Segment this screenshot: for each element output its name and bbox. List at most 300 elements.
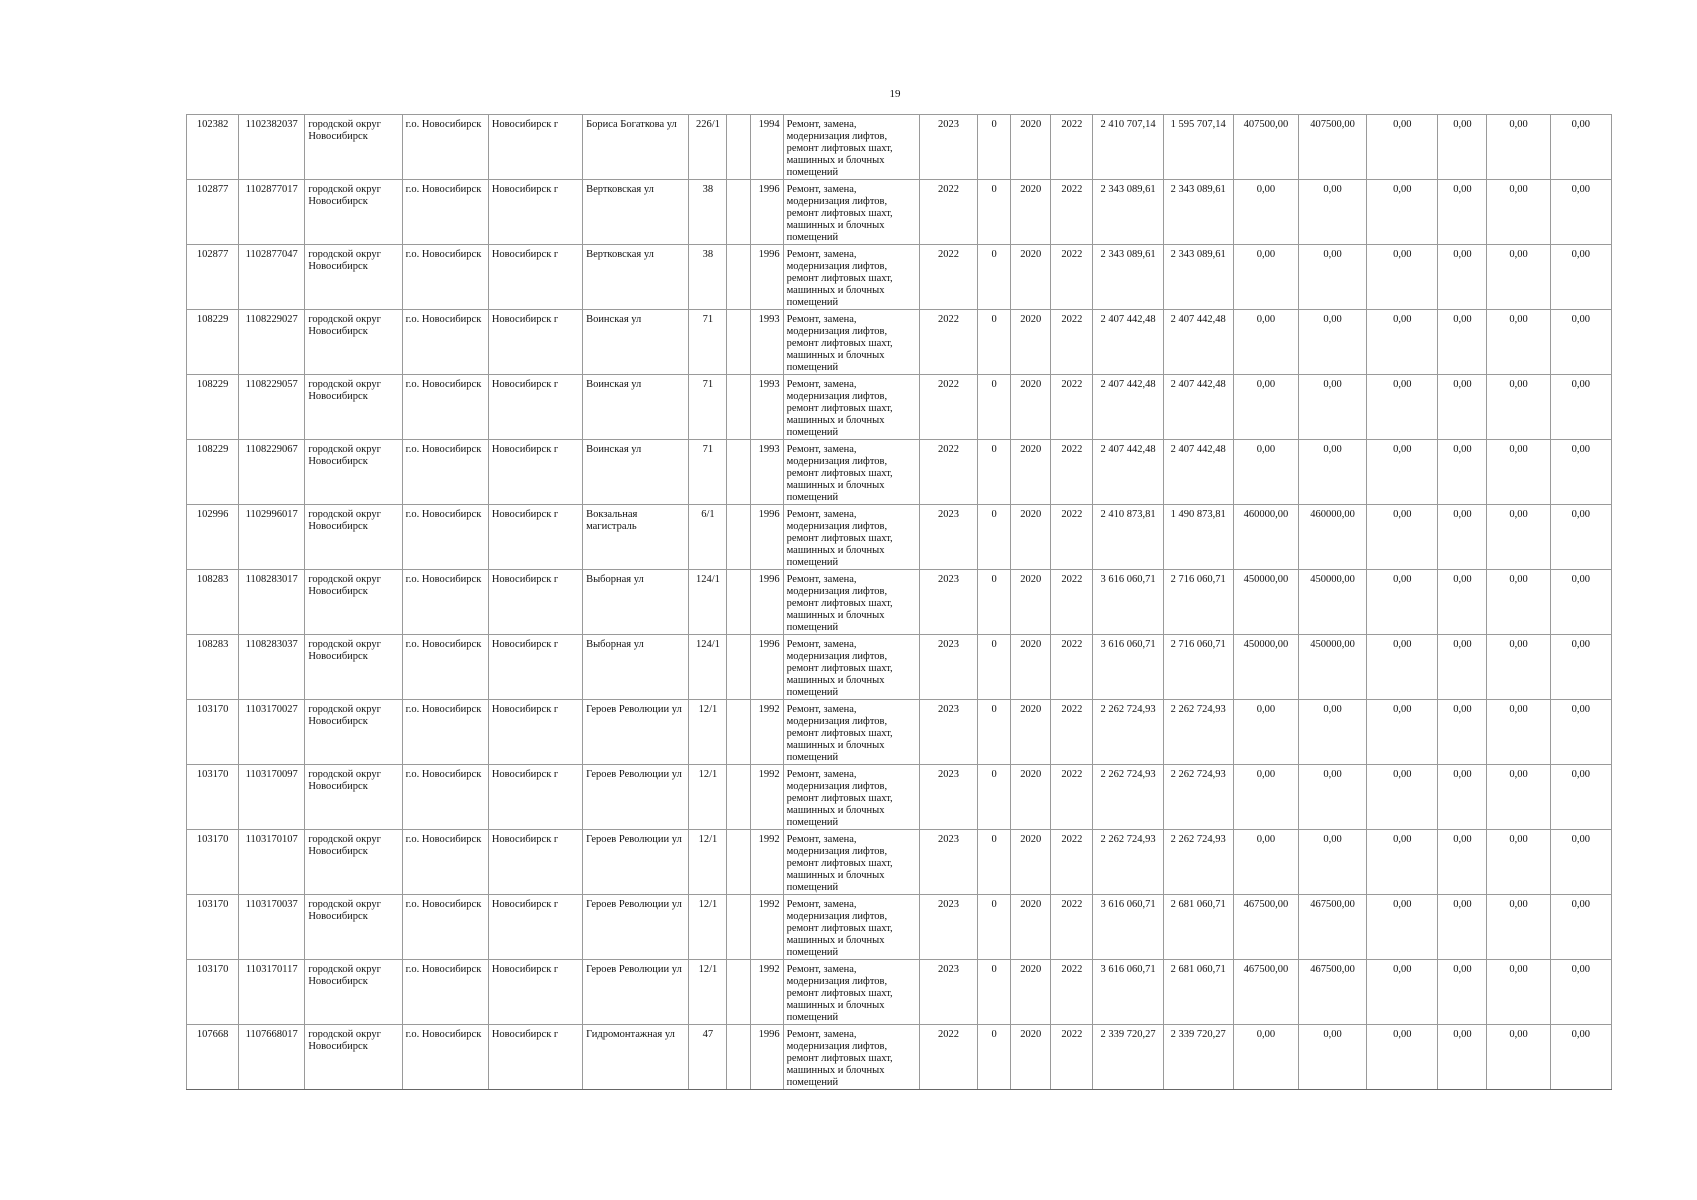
municipality-cell: городской округ Новосибирск — [305, 375, 402, 440]
street-cell: Выборная ул — [583, 570, 689, 635]
cost-c-cell: 0,00 — [1298, 1025, 1366, 1090]
cost-f-cell: 0,00 — [1487, 115, 1550, 180]
element-code-cell: 1108283037 — [239, 635, 305, 700]
plan-year-cell: 2023 — [919, 830, 977, 895]
flag-cell: 0 — [978, 960, 1011, 1025]
building-cell — [727, 700, 750, 765]
municipality-cell: городской округ Новосибирск — [305, 765, 402, 830]
municipality-cell: городской округ Новосибирск — [305, 570, 402, 635]
year-from-cell: 2020 — [1011, 180, 1051, 245]
object-id-cell: 102877 — [187, 245, 239, 310]
work-type-cell: Ремонт, замена, модернизация лифтов, ремонт лифтовых шахт, машинных и блочных помещений — [783, 765, 919, 830]
object-id-cell: 102382 — [187, 115, 239, 180]
year-to-cell: 2022 — [1051, 700, 1093, 765]
cost-c-cell: 0,00 — [1298, 245, 1366, 310]
year-to-cell: 2022 — [1051, 115, 1093, 180]
year-from-cell: 2020 — [1011, 1025, 1051, 1090]
year-built-cell: 1993 — [750, 440, 783, 505]
municipality-cell: городской округ Новосибирск — [305, 895, 402, 960]
cost-b-cell: 0,00 — [1233, 830, 1298, 895]
cost-e-cell: 0,00 — [1438, 895, 1487, 960]
municipality-cell: городской округ Новосибирск — [305, 245, 402, 310]
cost-b-cell: 0,00 — [1233, 245, 1298, 310]
work-type-cell: Ремонт, замена, модернизация лифтов, ремонт лифтовых шахт, машинных и блочных помещений — [783, 440, 919, 505]
year-from-cell: 2020 — [1011, 830, 1051, 895]
year-built-cell: 1996 — [750, 180, 783, 245]
table-row — [187, 310, 1612, 375]
plan-year-cell: 2022 — [919, 1025, 977, 1090]
municipality-cell: городской округ Новосибирск — [305, 180, 402, 245]
cost-e-cell: 0,00 — [1438, 700, 1487, 765]
cost-b-cell: 467500,00 — [1233, 960, 1298, 1025]
cost-d-cell: 0,00 — [1367, 830, 1438, 895]
cost-c-cell: 0,00 — [1298, 310, 1366, 375]
element-code-cell: 1103170107 — [239, 830, 305, 895]
street-cell: Героев Революции ул — [583, 765, 689, 830]
street-cell: Воинская ул — [583, 375, 689, 440]
cost-g-cell: 0,00 — [1550, 115, 1611, 180]
plan-year-cell: 2023 — [919, 960, 977, 1025]
year-to-cell: 2022 — [1051, 375, 1093, 440]
plan-year-cell: 2022 — [919, 180, 977, 245]
cost-e-cell: 0,00 — [1438, 180, 1487, 245]
building-cell — [727, 180, 750, 245]
cost-a-cell: 2 681 060,71 — [1163, 895, 1233, 960]
locality-cell: Новосибирск г — [488, 635, 582, 700]
work-type-cell: Ремонт, замена, модернизация лифтов, ремонт лифтовых шахт, машинных и блочных помещений — [783, 960, 919, 1025]
cost-b-cell: 0,00 — [1233, 765, 1298, 830]
flag-cell: 0 — [978, 115, 1011, 180]
table-row — [187, 635, 1612, 700]
year-from-cell: 2020 — [1011, 375, 1051, 440]
plan-year-cell: 2023 — [919, 570, 977, 635]
cost-g-cell: 0,00 — [1550, 765, 1611, 830]
year-built-cell: 1993 — [750, 375, 783, 440]
table-row — [187, 440, 1612, 505]
cost-e-cell: 0,00 — [1438, 570, 1487, 635]
flag-cell: 0 — [978, 245, 1011, 310]
work-type-cell: Ремонт, замена, модернизация лифтов, ремонт лифтовых шахт, машинных и блочных помещений — [783, 1025, 919, 1090]
cost-e-cell: 0,00 — [1438, 960, 1487, 1025]
district-cell: г.о. Новосибирск — [402, 115, 488, 180]
cost-f-cell: 0,00 — [1487, 570, 1550, 635]
cost-a-cell: 1 595 707,14 — [1163, 115, 1233, 180]
cost-a-cell: 2 716 060,71 — [1163, 570, 1233, 635]
year-to-cell: 2022 — [1051, 635, 1093, 700]
cost-c-cell: 467500,00 — [1298, 895, 1366, 960]
work-type-cell: Ремонт, замена, модернизация лифтов, ремонт лифтовых шахт, машинных и блочных помещений — [783, 115, 919, 180]
cost-c-cell: 0,00 — [1298, 375, 1366, 440]
house-number-cell: 38 — [689, 180, 727, 245]
table-row — [187, 115, 1612, 180]
element-code-cell: 1102382037 — [239, 115, 305, 180]
cost-f-cell: 0,00 — [1487, 310, 1550, 375]
plan-year-cell: 2022 — [919, 310, 977, 375]
plan-year-cell: 2023 — [919, 895, 977, 960]
year-from-cell: 2020 — [1011, 960, 1051, 1025]
cost-a-cell: 2 407 442,48 — [1163, 440, 1233, 505]
flag-cell: 0 — [978, 1025, 1011, 1090]
cost-b-cell: 450000,00 — [1233, 570, 1298, 635]
house-number-cell: 12/1 — [689, 895, 727, 960]
cost-c-cell: 0,00 — [1298, 830, 1366, 895]
year-built-cell: 1996 — [750, 505, 783, 570]
year-built-cell: 1994 — [750, 115, 783, 180]
cost-d-cell: 0,00 — [1367, 440, 1438, 505]
cost-e-cell: 0,00 — [1438, 505, 1487, 570]
total-cost-cell: 2 262 724,93 — [1093, 765, 1163, 830]
cost-d-cell: 0,00 — [1367, 570, 1438, 635]
house-number-cell: 38 — [689, 245, 727, 310]
total-cost-cell: 3 616 060,71 — [1093, 635, 1163, 700]
district-cell: г.о. Новосибирск — [402, 375, 488, 440]
building-cell — [727, 635, 750, 700]
table-row — [187, 375, 1612, 440]
year-to-cell: 2022 — [1051, 310, 1093, 375]
cost-d-cell: 0,00 — [1367, 895, 1438, 960]
object-id-cell: 102996 — [187, 505, 239, 570]
element-code-cell: 1103170097 — [239, 765, 305, 830]
municipality-cell: городской округ Новосибирск — [305, 830, 402, 895]
object-id-cell: 108283 — [187, 570, 239, 635]
object-id-cell: 103170 — [187, 895, 239, 960]
street-cell: Героев Революции ул — [583, 700, 689, 765]
building-cell — [727, 895, 750, 960]
year-built-cell: 1996 — [750, 1025, 783, 1090]
plan-year-cell: 2023 — [919, 765, 977, 830]
district-cell: г.о. Новосибирск — [402, 180, 488, 245]
cost-e-cell: 0,00 — [1438, 115, 1487, 180]
object-id-cell: 103170 — [187, 960, 239, 1025]
element-code-cell: 1108283017 — [239, 570, 305, 635]
cost-a-cell: 2 343 089,61 — [1163, 180, 1233, 245]
work-type-cell: Ремонт, замена, модернизация лифтов, ремонт лифтовых шахт, машинных и блочных помещений — [783, 245, 919, 310]
flag-cell: 0 — [978, 635, 1011, 700]
cost-c-cell: 450000,00 — [1298, 635, 1366, 700]
cost-f-cell: 0,00 — [1487, 180, 1550, 245]
flag-cell: 0 — [978, 440, 1011, 505]
house-number-cell: 124/1 — [689, 570, 727, 635]
locality-cell: Новосибирск г — [488, 570, 582, 635]
object-id-cell: 108283 — [187, 635, 239, 700]
municipality-cell: городской округ Новосибирск — [305, 700, 402, 765]
year-from-cell: 2020 — [1011, 115, 1051, 180]
element-code-cell: 1102877047 — [239, 245, 305, 310]
work-type-cell: Ремонт, замена, модернизация лифтов, ремонт лифтовых шахт, машинных и блочных помещений — [783, 375, 919, 440]
element-code-cell: 1108229027 — [239, 310, 305, 375]
object-id-cell: 102877 — [187, 180, 239, 245]
district-cell: г.о. Новосибирск — [402, 245, 488, 310]
street-cell: Гидромонтажная ул — [583, 1025, 689, 1090]
table-row — [187, 765, 1612, 830]
flag-cell: 0 — [978, 375, 1011, 440]
cost-d-cell: 0,00 — [1367, 1025, 1438, 1090]
building-cell — [727, 1025, 750, 1090]
cost-g-cell: 0,00 — [1550, 505, 1611, 570]
cost-c-cell: 0,00 — [1298, 700, 1366, 765]
locality-cell: Новосибирск г — [488, 700, 582, 765]
year-to-cell: 2022 — [1051, 180, 1093, 245]
cost-g-cell: 0,00 — [1550, 635, 1611, 700]
year-to-cell: 2022 — [1051, 1025, 1093, 1090]
house-number-cell: 47 — [689, 1025, 727, 1090]
cost-g-cell: 0,00 — [1550, 440, 1611, 505]
street-cell: Вертковская ул — [583, 245, 689, 310]
house-number-cell: 6/1 — [689, 505, 727, 570]
cost-f-cell: 0,00 — [1487, 765, 1550, 830]
element-code-cell: 1102877017 — [239, 180, 305, 245]
flag-cell: 0 — [978, 505, 1011, 570]
table-row — [187, 895, 1612, 960]
cost-c-cell: 460000,00 — [1298, 505, 1366, 570]
cost-d-cell: 0,00 — [1367, 180, 1438, 245]
year-to-cell: 2022 — [1051, 765, 1093, 830]
plan-year-cell: 2022 — [919, 375, 977, 440]
locality-cell: Новосибирск г — [488, 830, 582, 895]
total-cost-cell: 2 407 442,48 — [1093, 375, 1163, 440]
building-cell — [727, 115, 750, 180]
cost-d-cell: 0,00 — [1367, 375, 1438, 440]
cost-e-cell: 0,00 — [1438, 765, 1487, 830]
cost-b-cell: 0,00 — [1233, 700, 1298, 765]
building-cell — [727, 830, 750, 895]
cost-b-cell: 0,00 — [1233, 180, 1298, 245]
municipality-cell: городской округ Новосибирск — [305, 960, 402, 1025]
year-from-cell: 2020 — [1011, 635, 1051, 700]
plan-year-cell: 2023 — [919, 635, 977, 700]
cost-e-cell: 0,00 — [1438, 310, 1487, 375]
cost-b-cell: 467500,00 — [1233, 895, 1298, 960]
year-from-cell: 2020 — [1011, 895, 1051, 960]
table-row — [187, 180, 1612, 245]
locality-cell: Новосибирск г — [488, 440, 582, 505]
year-from-cell: 2020 — [1011, 570, 1051, 635]
house-number-cell: 124/1 — [689, 635, 727, 700]
cost-g-cell: 0,00 — [1550, 570, 1611, 635]
year-from-cell: 2020 — [1011, 310, 1051, 375]
year-to-cell: 2022 — [1051, 960, 1093, 1025]
building-cell — [727, 245, 750, 310]
cost-f-cell: 0,00 — [1487, 505, 1550, 570]
cost-c-cell: 0,00 — [1298, 180, 1366, 245]
house-number-cell: 12/1 — [689, 700, 727, 765]
cost-e-cell: 0,00 — [1438, 440, 1487, 505]
cost-g-cell: 0,00 — [1550, 310, 1611, 375]
building-cell — [727, 310, 750, 375]
flag-cell: 0 — [978, 180, 1011, 245]
flag-cell: 0 — [978, 895, 1011, 960]
cost-g-cell: 0,00 — [1550, 700, 1611, 765]
cost-e-cell: 0,00 — [1438, 375, 1487, 440]
street-cell: Выборная ул — [583, 635, 689, 700]
year-built-cell: 1992 — [750, 830, 783, 895]
cost-g-cell: 0,00 — [1550, 895, 1611, 960]
cost-d-cell: 0,00 — [1367, 765, 1438, 830]
house-number-cell: 71 — [689, 375, 727, 440]
district-cell: г.о. Новосибирск — [402, 1025, 488, 1090]
street-cell: Героев Революции ул — [583, 895, 689, 960]
total-cost-cell: 2 339 720,27 — [1093, 1025, 1163, 1090]
district-cell: г.о. Новосибирск — [402, 960, 488, 1025]
total-cost-cell: 3 616 060,71 — [1093, 570, 1163, 635]
year-to-cell: 2022 — [1051, 895, 1093, 960]
work-type-cell: Ремонт, замена, модернизация лифтов, ремонт лифтовых шахт, машинных и блочных помещений — [783, 570, 919, 635]
work-type-cell: Ремонт, замена, модернизация лифтов, ремонт лифтовых шахт, машинных и блочных помещений — [783, 505, 919, 570]
house-number-cell: 71 — [689, 440, 727, 505]
total-cost-cell: 2 407 442,48 — [1093, 440, 1163, 505]
cost-f-cell: 0,00 — [1487, 830, 1550, 895]
total-cost-cell: 2 343 089,61 — [1093, 180, 1163, 245]
cost-f-cell: 0,00 — [1487, 895, 1550, 960]
cost-f-cell: 0,00 — [1487, 700, 1550, 765]
table-row — [187, 1025, 1612, 1090]
object-id-cell: 103170 — [187, 765, 239, 830]
total-cost-cell: 3 616 060,71 — [1093, 960, 1163, 1025]
cost-f-cell: 0,00 — [1487, 245, 1550, 310]
municipality-cell: городской округ Новосибирск — [305, 310, 402, 375]
cost-f-cell: 0,00 — [1487, 635, 1550, 700]
cost-b-cell: 0,00 — [1233, 440, 1298, 505]
flag-cell: 0 — [978, 700, 1011, 765]
municipality-cell: городской округ Новосибирск — [305, 1025, 402, 1090]
total-cost-cell: 2 407 442,48 — [1093, 310, 1163, 375]
district-cell: г.о. Новосибирск — [402, 635, 488, 700]
year-to-cell: 2022 — [1051, 245, 1093, 310]
table-row — [187, 245, 1612, 310]
work-type-cell: Ремонт, замена, модернизация лифтов, ремонт лифтовых шахт, машинных и блочных помещений — [783, 830, 919, 895]
cost-c-cell: 407500,00 — [1298, 115, 1366, 180]
work-type-cell: Ремонт, замена, модернизация лифтов, ремонт лифтовых шахт, машинных и блочных помещений — [783, 635, 919, 700]
municipality-cell: городской округ Новосибирск — [305, 505, 402, 570]
district-cell: г.о. Новосибирск — [402, 505, 488, 570]
cost-e-cell: 0,00 — [1438, 1025, 1487, 1090]
year-built-cell: 1992 — [750, 960, 783, 1025]
district-cell: г.о. Новосибирск — [402, 310, 488, 375]
district-cell: г.о. Новосибирск — [402, 895, 488, 960]
work-type-cell: Ремонт, замена, модернизация лифтов, ремонт лифтовых шахт, машинных и блочных помещений — [783, 895, 919, 960]
work-type-cell: Ремонт, замена, модернизация лифтов, ремонт лифтовых шахт, машинных и блочных помещений — [783, 310, 919, 375]
locality-cell: Новосибирск г — [488, 505, 582, 570]
year-from-cell: 2020 — [1011, 505, 1051, 570]
building-cell — [727, 440, 750, 505]
building-cell — [727, 570, 750, 635]
cost-d-cell: 0,00 — [1367, 700, 1438, 765]
cost-e-cell: 0,00 — [1438, 830, 1487, 895]
building-cell — [727, 505, 750, 570]
element-code-cell: 1103170117 — [239, 960, 305, 1025]
cost-c-cell: 450000,00 — [1298, 570, 1366, 635]
total-cost-cell: 2 343 089,61 — [1093, 245, 1163, 310]
year-to-cell: 2022 — [1051, 830, 1093, 895]
district-cell: г.о. Новосибирск — [402, 700, 488, 765]
cost-a-cell: 2 262 724,93 — [1163, 700, 1233, 765]
locality-cell: Новосибирск г — [488, 310, 582, 375]
locality-cell: Новосибирск г — [488, 895, 582, 960]
cost-b-cell: 0,00 — [1233, 1025, 1298, 1090]
cost-a-cell: 2 716 060,71 — [1163, 635, 1233, 700]
municipality-cell: городской округ Новосибирск — [305, 635, 402, 700]
locality-cell: Новосибирск г — [488, 245, 582, 310]
flag-cell: 0 — [978, 830, 1011, 895]
cost-a-cell: 2 681 060,71 — [1163, 960, 1233, 1025]
cost-b-cell: 460000,00 — [1233, 505, 1298, 570]
table-row — [187, 700, 1612, 765]
total-cost-cell: 2 262 724,93 — [1093, 700, 1163, 765]
element-code-cell: 1107668017 — [239, 1025, 305, 1090]
table-row — [187, 960, 1612, 1025]
year-built-cell: 1992 — [750, 765, 783, 830]
locality-cell: Новосибирск г — [488, 1025, 582, 1090]
element-code-cell: 1108229067 — [239, 440, 305, 505]
locality-cell: Новосибирск г — [488, 115, 582, 180]
cost-g-cell: 0,00 — [1550, 375, 1611, 440]
street-cell: Героев Революции ул — [583, 830, 689, 895]
cost-a-cell: 2 407 442,48 — [1163, 375, 1233, 440]
year-from-cell: 2020 — [1011, 245, 1051, 310]
cost-f-cell: 0,00 — [1487, 440, 1550, 505]
element-code-cell: 1103170027 — [239, 700, 305, 765]
district-cell: г.о. Новосибирск — [402, 570, 488, 635]
cost-d-cell: 0,00 — [1367, 635, 1438, 700]
year-built-cell: 1996 — [750, 635, 783, 700]
cost-e-cell: 0,00 — [1438, 245, 1487, 310]
total-cost-cell: 2 410 707,14 — [1093, 115, 1163, 180]
building-cell — [727, 960, 750, 1025]
building-cell — [727, 375, 750, 440]
cost-b-cell: 450000,00 — [1233, 635, 1298, 700]
year-built-cell: 1992 — [750, 895, 783, 960]
cost-g-cell: 0,00 — [1550, 830, 1611, 895]
cost-b-cell: 0,00 — [1233, 310, 1298, 375]
locality-cell: Новосибирск г — [488, 960, 582, 1025]
municipality-cell: городской округ Новосибирск — [305, 115, 402, 180]
object-id-cell: 103170 — [187, 700, 239, 765]
page-number: 19 — [889, 88, 901, 100]
cost-a-cell: 2 339 720,27 — [1163, 1025, 1233, 1090]
table-row — [187, 570, 1612, 635]
cost-a-cell: 2 262 724,93 — [1163, 830, 1233, 895]
object-id-cell: 108229 — [187, 440, 239, 505]
locality-cell: Новосибирск г — [488, 180, 582, 245]
cost-b-cell: 407500,00 — [1233, 115, 1298, 180]
element-code-cell: 1108229057 — [239, 375, 305, 440]
street-cell: Вокзальная магистраль — [583, 505, 689, 570]
cost-a-cell: 2 262 724,93 — [1163, 765, 1233, 830]
cost-d-cell: 0,00 — [1367, 960, 1438, 1025]
work-type-cell: Ремонт, замена, модернизация лифтов, ремонт лифтовых шахт, машинных и блочных помещений — [783, 700, 919, 765]
total-cost-cell: 3 616 060,71 — [1093, 895, 1163, 960]
plan-year-cell: 2023 — [919, 505, 977, 570]
cost-g-cell: 0,00 — [1550, 180, 1611, 245]
cost-a-cell: 1 490 873,81 — [1163, 505, 1233, 570]
register-body — [187, 115, 1612, 1090]
element-code-cell: 1102996017 — [239, 505, 305, 570]
cost-e-cell: 0,00 — [1438, 635, 1487, 700]
flag-cell: 0 — [978, 570, 1011, 635]
municipality-cell: городской округ Новосибирск — [305, 440, 402, 505]
locality-cell: Новосибирск г — [488, 765, 582, 830]
year-built-cell: 1993 — [750, 310, 783, 375]
year-to-cell: 2022 — [1051, 440, 1093, 505]
street-cell: Вертковская ул — [583, 180, 689, 245]
object-id-cell: 108229 — [187, 375, 239, 440]
cost-a-cell: 2 407 442,48 — [1163, 310, 1233, 375]
cost-f-cell: 0,00 — [1487, 960, 1550, 1025]
year-to-cell: 2022 — [1051, 505, 1093, 570]
object-id-cell: 103170 — [187, 830, 239, 895]
year-to-cell: 2022 — [1051, 570, 1093, 635]
total-cost-cell: 2 410 873,81 — [1093, 505, 1163, 570]
